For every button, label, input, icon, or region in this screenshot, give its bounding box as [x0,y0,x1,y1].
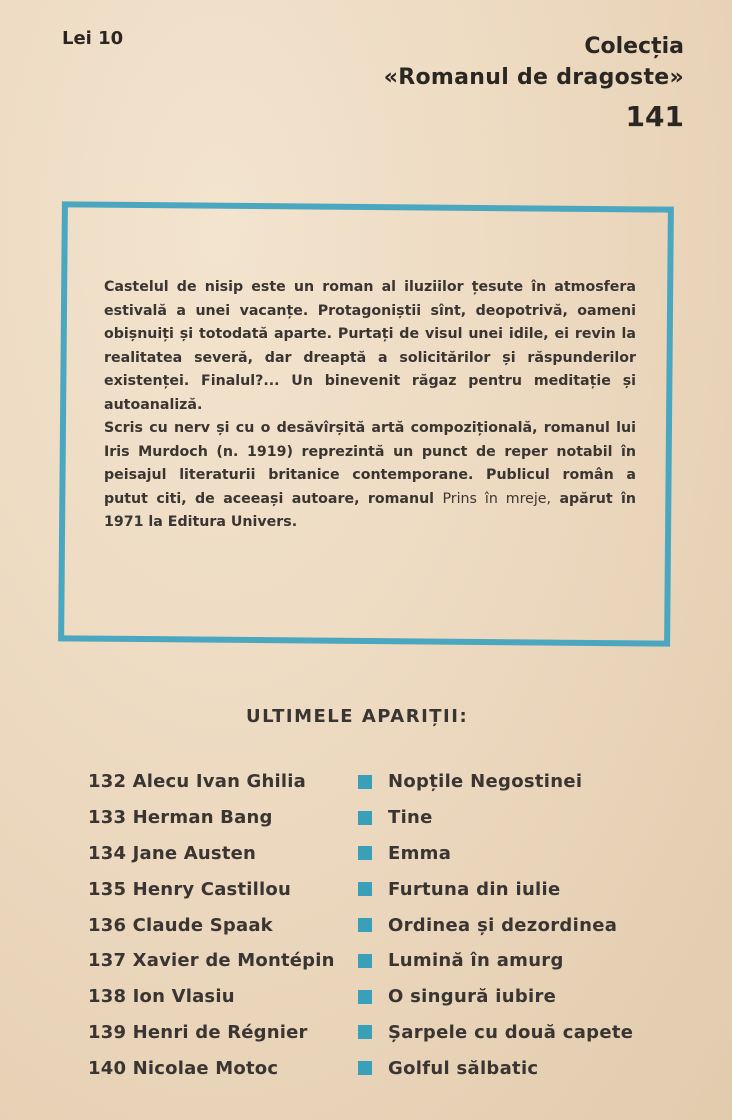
collection-name: Colecția [584,34,684,59]
list-item-title: Golful sălbatic [388,1057,539,1079]
price-label: Lei 10 [62,28,124,49]
list-item-title: Șarpele cu două capete [388,1021,634,1043]
blurb-paragraph-1: Castelul de nisip este un roman al iluziilor țesute în atmosfera estivală a unei vacanțe. Protagoniștii sînt, deopotrivă, oameni obișnuiți și totodată aparte. Purtați de visul unei idile, ei revin la realitatea severă, dar dreaptă a solicitărilor și răspunderilor existenței. Finalul?... Un binevenit răgaz pentru meditație și autoanaliză. [104,279,636,413]
list-item-author: 134 Jane Austen [88,842,257,864]
list-item [88,871,688,907]
list-item [88,764,688,800]
list-item-title: Nopțile Negostinei [388,771,583,793]
list-item-title: Tine [388,807,433,829]
list-item-title: Furtuna din iulie [388,878,561,900]
recent-releases-heading: ULTIMELE APARIȚII: [246,706,469,727]
collection-series: «Romanul de dragoste» [383,65,684,90]
collection-header [384,34,684,138]
list-item-title: O singură iubire [388,986,557,1008]
square-bullet-icon [358,954,372,968]
list-item-author: 138 Ion Vlasiu [88,986,235,1008]
list-item-title: Lumină în amurg [388,950,564,972]
list-item-author: 133 Herman Bang [88,807,273,829]
square-bullet-icon [358,990,372,1004]
list-item-author: 135 Henry Castillou [88,878,291,900]
square-bullet-icon [358,775,372,789]
square-bullet-icon [358,1025,372,1039]
recent-releases-list [88,764,688,1086]
square-bullet-icon [358,846,372,860]
list-item [88,943,688,979]
square-bullet-icon [358,1061,372,1075]
blurb-text [104,276,636,535]
collection-number: 141 [625,100,684,133]
list-item-title: Ordinea și dezordinea [388,914,618,936]
list-item [88,836,688,872]
list-item [88,907,688,943]
book-title-reference: Prins în mreje, [442,490,552,507]
blurb-paragraph-2-start: Scris cu nerv și cu o desăvîrșită artă compozițională, romanul lui Iris Murdoch (n. 1919) reprezintă un punct de reper notabil în peisajul literaturii britanice contemporane. Publicul român a putut citi, de aceeași autoare, romanul [104,420,636,507]
list-item-author: 137 Xavier de Montépin [88,950,335,972]
square-bullet-icon [358,811,372,825]
list-item-author: 132 Alecu Ivan Ghilia [88,771,307,793]
list-item-author: 136 Claude Spaak [88,914,273,936]
square-bullet-icon [358,918,372,932]
list-item-author: 139 Henri de Régnier [88,1021,308,1043]
blurb-paragraph-2 [104,417,636,535]
list-item [88,1050,688,1086]
list-item [88,800,688,836]
list-item [88,979,688,1015]
square-bullet-icon [358,882,372,896]
list-item-title: Emma [388,842,452,864]
list-item-author: 140 Nicolae Motoc [88,1057,279,1079]
list-item [88,1015,688,1051]
blurb-paragraph-2-end: apărut în 1971 la Editura Univers. [104,490,636,530]
